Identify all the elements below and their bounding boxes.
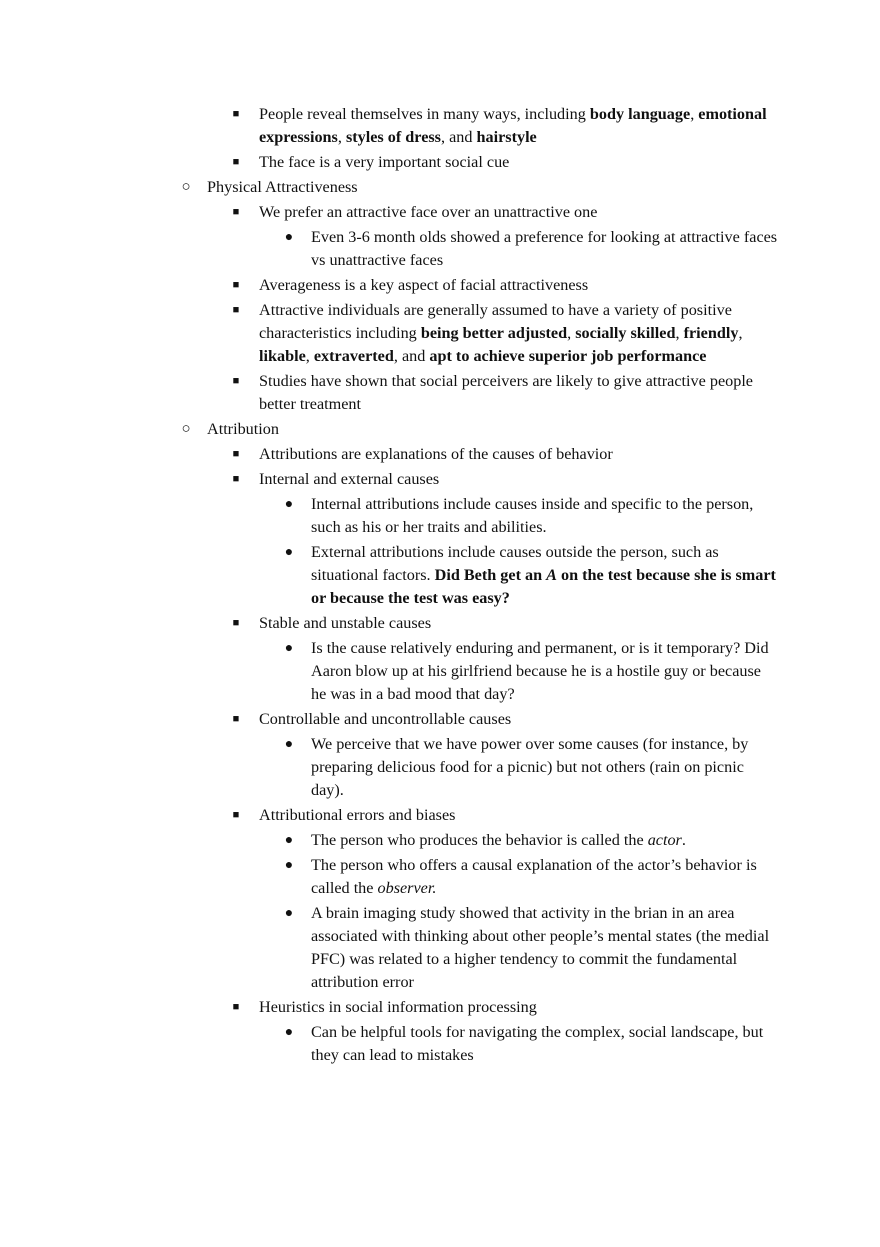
- text-run: A brain imaging study showed that activity in the brian in an area associated with thinking about other people’s mental states (the medial PFC) was related to a higher tendency to commit the fundamental attribution error: [311, 904, 770, 991]
- outline-point: [0, 996, 880, 1019]
- bullet-marker-icon: ■: [232, 473, 240, 485]
- outline-point: [0, 151, 880, 174]
- text-run: The face is a very important social cue: [259, 153, 510, 171]
- outline-subpoint: [0, 733, 880, 802]
- outline-subpoint: [0, 902, 880, 994]
- bullet-marker-icon: ●: [284, 230, 294, 245]
- outline-point: [0, 443, 880, 466]
- text-run: We prefer an attractive face over an unattractive one: [259, 203, 598, 221]
- outline-subpoint: [0, 493, 880, 539]
- bold-text: body language: [589, 105, 691, 123]
- text-run: Internal and external causes: [259, 470, 440, 488]
- text-run: , and: [393, 347, 430, 365]
- outline-point: [0, 468, 880, 491]
- text-run: Heuristics in social information processing: [259, 998, 537, 1016]
- bullet-marker-icon: ●: [284, 737, 294, 752]
- text-run: Physical Attractiveness: [207, 178, 358, 196]
- outline-point: [0, 274, 880, 297]
- bullet-marker-icon: ●: [284, 1025, 294, 1040]
- text-run: We perceive that we have power over some causes (for instance, by preparing delicious food for a picnic) but not others (rain on picnic day).: [311, 735, 749, 799]
- text-run: ,: [305, 347, 314, 365]
- text-run: Attractive individuals are generally assumed to have a variety of positive characteristics including: [259, 301, 732, 342]
- text-run: The person who produces the behavior is called the: [311, 831, 648, 849]
- outline-point: [0, 370, 880, 416]
- bullet-marker-icon: ■: [232, 304, 240, 316]
- bold-text: styles of dress: [345, 128, 441, 146]
- bullet-marker-icon: ●: [284, 545, 294, 560]
- bullet-marker-icon: ■: [232, 206, 240, 218]
- text-run: ,: [337, 128, 346, 146]
- outline-point: [0, 612, 880, 635]
- bullet-marker-icon: ●: [284, 641, 294, 656]
- text-run: People reveal themselves in many ways, including: [259, 105, 590, 123]
- italic-text: observer.: [377, 879, 437, 897]
- bullet-marker-icon: ■: [232, 279, 240, 291]
- outline-subpoint: [0, 541, 880, 610]
- bold-text: emotional expressions: [259, 105, 767, 146]
- outline-subpoint: [0, 854, 880, 900]
- bullet-marker-icon: ■: [232, 1001, 240, 1013]
- outline-subpoint: [0, 829, 880, 852]
- text-run: Internal attributions include causes inside and specific to the person, such as his or her traits and abilities.: [311, 495, 754, 536]
- bold-text: extraverted: [313, 347, 394, 365]
- text-run: Averageness is a key aspect of facial attractiveness: [259, 276, 589, 294]
- outline-point: [0, 804, 880, 827]
- bullet-marker-icon: ○: [181, 179, 191, 195]
- bullet-marker-icon: ■: [232, 375, 240, 387]
- bold-text: apt to achieve superior job performance: [429, 347, 707, 365]
- bold-text: friendly: [683, 324, 739, 342]
- text-run: Attributions are explanations of the causes of behavior: [259, 445, 613, 463]
- outline-heading: [0, 418, 880, 441]
- text-run: Controllable and uncontrollable causes: [259, 710, 512, 728]
- text-run: ,: [738, 324, 743, 342]
- bullet-marker-icon: ●: [284, 497, 294, 512]
- bold-text: Did Beth get an: [434, 566, 547, 584]
- bullet-marker-icon: ○: [181, 421, 191, 437]
- outline-point: [0, 299, 880, 368]
- bullet-marker-icon: ■: [232, 809, 240, 821]
- notes-outline: [0, 103, 880, 1067]
- text-run: Attributional errors and biases: [259, 806, 456, 824]
- text-run: , and: [440, 128, 477, 146]
- text-run: The person who offers a causal explanation of the actor’s behavior is called the: [311, 856, 757, 897]
- bullet-marker-icon: ●: [284, 906, 294, 921]
- outline-point: [0, 708, 880, 731]
- outline-point: [0, 201, 880, 224]
- text-run: Is the cause relatively enduring and permanent, or is it temporary? Did Aaron blow up at his girlfriend because he is a hostile guy or because he was in a bad mood that day?: [311, 639, 769, 703]
- text-run: ,: [567, 324, 576, 342]
- outline-subpoint: [0, 1021, 880, 1067]
- bullet-marker-icon: ●: [284, 858, 294, 873]
- bullet-marker-icon: ■: [232, 713, 240, 725]
- text-run: Even 3-6 month olds showed a preference for looking at attractive faces vs unattractive faces: [311, 228, 778, 269]
- bullet-marker-icon: ■: [232, 108, 240, 120]
- outline-heading: [0, 176, 880, 199]
- text-run: Studies have shown that social perceivers are likely to give attractive people better treatment: [259, 372, 753, 413]
- bullet-marker-icon: ■: [232, 448, 240, 460]
- bold-text: on the test because she is smart or because the test was easy?: [311, 566, 776, 607]
- text-run: Can be helpful tools for navigating the complex, social landscape, but they can lead to mistakes: [311, 1023, 764, 1064]
- bullet-marker-icon: ■: [232, 156, 240, 168]
- outline-subpoint: [0, 226, 880, 272]
- italic-text: actor: [647, 831, 682, 849]
- bold-text: [546, 566, 557, 584]
- text-run: External attributions include causes outside the person, such as situational factors.: [311, 543, 719, 584]
- text-run: ,: [675, 324, 684, 342]
- bold-text: hairstyle: [476, 128, 537, 146]
- outline-point: [0, 103, 880, 149]
- text-run: ,: [690, 105, 699, 123]
- bold-text: being better adjusted: [420, 324, 568, 342]
- emphasis-text: A: [546, 566, 557, 584]
- text-run: Attribution: [207, 420, 279, 438]
- bold-text: likable: [259, 347, 306, 365]
- bullet-marker-icon: ■: [232, 617, 240, 629]
- outline-subpoint: [0, 637, 880, 706]
- bullet-marker-icon: ●: [284, 833, 294, 848]
- text-run: Stable and unstable causes: [259, 614, 432, 632]
- text-run: .: [681, 831, 686, 849]
- bold-text: socially skilled: [575, 324, 676, 342]
